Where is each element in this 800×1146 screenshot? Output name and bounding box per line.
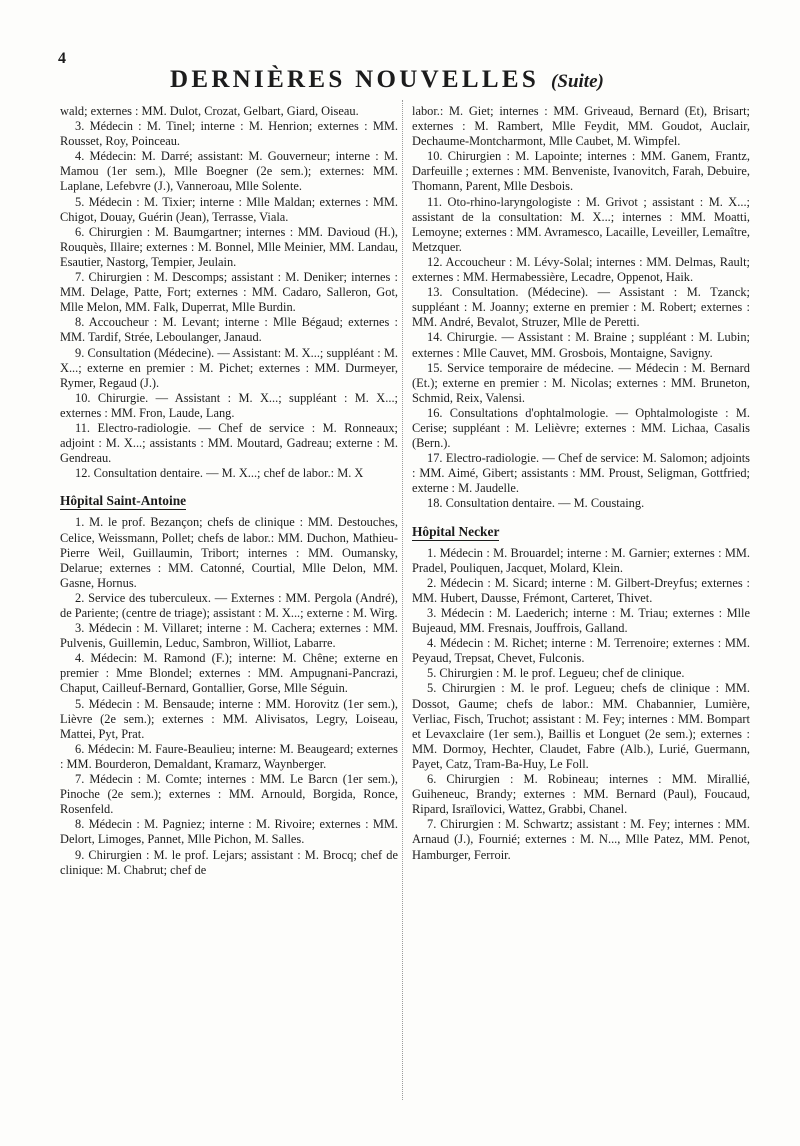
text-entry: 6. Médecin: M. Faure-Beaulieu; interne: M. Beaugeard; externes : MM. Bourderon, Demaldant, Kramarz, Waynberger. xyxy=(60,741,398,771)
text-entry: 17. Electro-radiologie. — Chef de service: M. Salomon; adjoints : MM. Aimé, Gibert; assistants : MM. Proust, Seligman, Gottfried; externe : M. Jaudelle. xyxy=(412,451,750,496)
text-entry: 11. Oto-rhino-laryngologiste : M. Grivot ; assistant : M. X...; assistant de la consultation: M. X...; internes : MM. Moatti, Lemoyne; externes : MM. Avramesco, Lacaille, Leveiller, Lemaître, Metzquer. xyxy=(412,194,750,254)
text-entry: 7. Médecin : M. Comte; internes : MM. Le Barcn (1er sem.), Pinoche (2e sem.); externes : MM. Arnould, Borgida, Ronce, Rosenfeld. xyxy=(60,772,398,817)
left-column xyxy=(60,104,398,878)
text-entry: labor.: M. Giet; internes : MM. Griveaud, Bernard (Et), Brisart; externes : M. Rambert, Mlle Feydit, MM. Goudot, Auclair, Dechaume-Montcharmont, Mlle Caubet, M. Wimpfel. xyxy=(412,104,750,149)
text-entry: 11. Electro-radiologie. — Chef de service : M. Ronneaux; adjoint : M. X...; assistants : MM. Moutard, Gadreau; externe : M. Gendreau. xyxy=(60,420,398,466)
text-entry: 3. Médecin : M. Villaret; interne : M. Cachera; externes : MM. Pulvenis, Guillemin, Leduc, Sambron, Williot, Labarre. xyxy=(60,621,398,651)
text-entry: wald; externes : MM. Dulot, Crozat, Gelbart, Giard, Oiseau. xyxy=(60,104,359,118)
text-entry: 3. Médecin : M. Laederich; interne : M. Triau; externes : Mlle Bujeaud, MM. Fresnais, Jouffrois, Galland. xyxy=(412,606,750,636)
text-entry: 12. Consultation dentaire. — M. X...; chef de labor.: M. X xyxy=(75,466,364,481)
text-entry: 1. M. le prof. Bezançon; chefs de clinique : MM. Destouches, Celice, Weissmann, Pollet; chefs de labor.: MM. Duchon, Mathieu-Pierre Weil, Guillaumin, Tribort; internes : MM. Oumansky, Delarue; externes : MM. Catonné, Courtial, Mlle Delon, MM. Gasne, Hornus. xyxy=(60,515,398,590)
text-entry: 5. Médecin : M. Bensaude; interne : MM. Horovitz (1er sem.), Lièvre (2e sem.); externes : MM. Alivisatos, Legry, Loiseau, Mattei, Pyt, Prat. xyxy=(60,696,398,741)
text-entry: 6. Chirurgien : M. Robineau; internes : MM. Mirallié, Guiheneuc, Brandy; externes : MM. Bernard (Paul), Foucaud, Ripard, Israïlovici, Wattez, Grabbi, Chanel. xyxy=(412,772,750,817)
text-entry: 2. Médecin : M. Sicard; interne : M. Gilbert-Dreyfus; externes : MM. Hubert, Dausse, Frémont, Carteret, Thivet. xyxy=(412,575,750,605)
page-title: DERNIÈRES NOUVELLES xyxy=(170,66,540,93)
text-entry: 5. Chirurgien : M. le prof. Legueu; chefs de clinique : MM. Dossot, Gaume; chefs de labor.: MM. Chabannier, Lumière, Verliac, Fisch, Truchot; assistant : M. Fey; internes : MM. Bompart et Levaxclaire (1er sem.), Baillis et Longuet (2e sem.); externes : MM. Dormoy, Hechter, Claudet, Fabre (Alb.), Lurié, Guermann, Payet, Catz, Tram-Ba-Huy, Le Foll. xyxy=(412,681,750,771)
text-entry: 6. Chirurgien : M. Baumgartner; internes : MM. Davioud (H.), Rouquès, Illaire; externes : M. Bonnel, Mlle Meinier, MM. Landau, Esautier, Nastorg, Tempier, Jeulain. xyxy=(60,224,398,269)
text-entry: 8. Médecin : M. Pagniez; interne : M. Rivoire; externes : MM. Delort, Limoges, Pannet, Mlle Pichon, M. Salles. xyxy=(60,817,398,847)
section-heading-necker: Hôpital Necker xyxy=(412,524,499,541)
text-entry: 13. Consultation. (Médecine). — Assistant : M. Tzanck; suppléant : M. Joanny; externe en premier : M. Robert; externes : MM. André, Bevalot, Struzer, Mlle de Peretti. xyxy=(412,285,750,330)
section-heading-saint-antoine: Hôpital Saint-Antoine xyxy=(60,493,186,510)
text-entry: 7. Chirurgien : M. Descomps; assistant : M. Deniker; internes : MM. Delage, Patte, Fort; externes : MM. Cadaro, Salleron, Got, Mlle Melon, MM. Falk, Duperrat, Mlle Burdin. xyxy=(60,270,398,315)
text-entry: 10. Chirurgie. — Assistant : M. X...; suppléant : M. X...; externes : MM. Fron, Laude, Lang. xyxy=(60,390,398,420)
text-entry: 16. Consultations d'ophtalmologie. — Ophtalmologiste : M. Cerise; suppléant : M. Lelièvre; externes : MM. Lichaa, Casalis (Bern.). xyxy=(412,405,750,451)
text-entry: 5. Chirurgien : M. le prof. Legueu; chef de clinique. xyxy=(427,666,685,681)
column-divider xyxy=(402,100,403,1100)
text-entry: 5. Médecin : M. Tixier; interne : Mlle Maldan; externes : MM. Chigot, Douay, Guérin (Jean), Terrasse, Viala. xyxy=(60,194,398,224)
text-entry: 2. Service des tuberculeux. — Externes : MM. Pergola (André), de Pariente; (centre de triage); assistant : M. X...; externe : M. Wirg. xyxy=(60,590,398,620)
page-number: 4 xyxy=(58,50,66,67)
text-entry: 4. Médecin: M. Ramond (F.); interne: M. Chêne; externe en premier : Mme Blondel; externes : MM. Ampugnani-Pancrazi, Chaput, Cailleuf-Bernard, Gontallier, Gorse, Mlle Séguin. xyxy=(60,651,398,696)
right-column xyxy=(412,104,750,863)
text-entry: 1. Médecin : M. Brouardel; interne : M. Garnier; externes : MM. Pradel, Pouliquen, Jacquet, Molard, Klein. xyxy=(412,545,750,575)
text-entry: 15. Service temporaire de médecine. — Médecin : M. Bernard (Et.); externe en premier : M. Nicolas; externes : MM. Bruneton, Schmid, Reix, Valensi. xyxy=(412,360,750,405)
text-entry: 18. Consultation dentaire. — M. Coustaing. xyxy=(427,496,645,511)
text-entry: 14. Chirurgie. — Assistant : M. Braine ; suppléant : M. Lubin; externes : Mlle Cauvet, MM. Grosbois, Montaigne, Savigny. xyxy=(412,330,750,360)
text-entry: 9. Consultation (Médecine). — Assistant: M. X...; suppléant : M. X...; externe en premier : M. Pichet; externes : MM. Durmeyer, Rymer, Regaud (J.). xyxy=(60,345,398,390)
text-entry: 9. Chirurgien : M. le prof. Lejars; assistant : M. Brocq; chef de clinique: M. Chabrut; chef de xyxy=(60,847,398,877)
text-entry: 12. Accoucheur : M. Lévy-Solal; internes : MM. Delmas, Rault; externes : MM. Hermabessière, Lecadre, Oppenot, Haik. xyxy=(412,254,750,285)
text-entry: 3. Médecin : M. Tinel; interne : M. Henrion; externes : MM. Rousset, Roy, Poinceau. xyxy=(60,119,398,149)
page-header xyxy=(170,66,670,94)
page-subtitle: (Suite) xyxy=(551,71,604,92)
text-entry: 4. Médecin : M. Richet; interne : M. Terrenoire; externes : MM. Peyaud, Trepsat, Chevet, Fulconis. xyxy=(412,636,750,666)
text-entry: 10. Chirurgien : M. Lapointe; internes : MM. Ganem, Frantz, Darfeuille ; externes : MM. Benveniste, Ivanovitch, Farah, Debuire, Thomann, Parent, Mlle Desbois. xyxy=(412,149,750,194)
text-entry: 8. Accoucheur : M. Levant; interne : Mlle Bégaud; externes : MM. Tardif, Strée, Leboulanger, Janaud. xyxy=(60,315,398,345)
text-entry: 4. Médecin: M. Darré; assistant: M. Gouverneur; interne : M. Mamou (1er sem.), Mlle Boegner (2e sem.); externes: MM. Laplane, Lefebvre (J.), Vanneroau, Mlle Solente. xyxy=(60,149,398,194)
text-entry: 7. Chirurgien : M. Schwartz; assistant : M. Fey; internes : MM. Arnaud (J.), Fournié; externes : M. N..., Mlle Patez, MM. Penot, Hamburger, Ferroir. xyxy=(412,817,750,862)
